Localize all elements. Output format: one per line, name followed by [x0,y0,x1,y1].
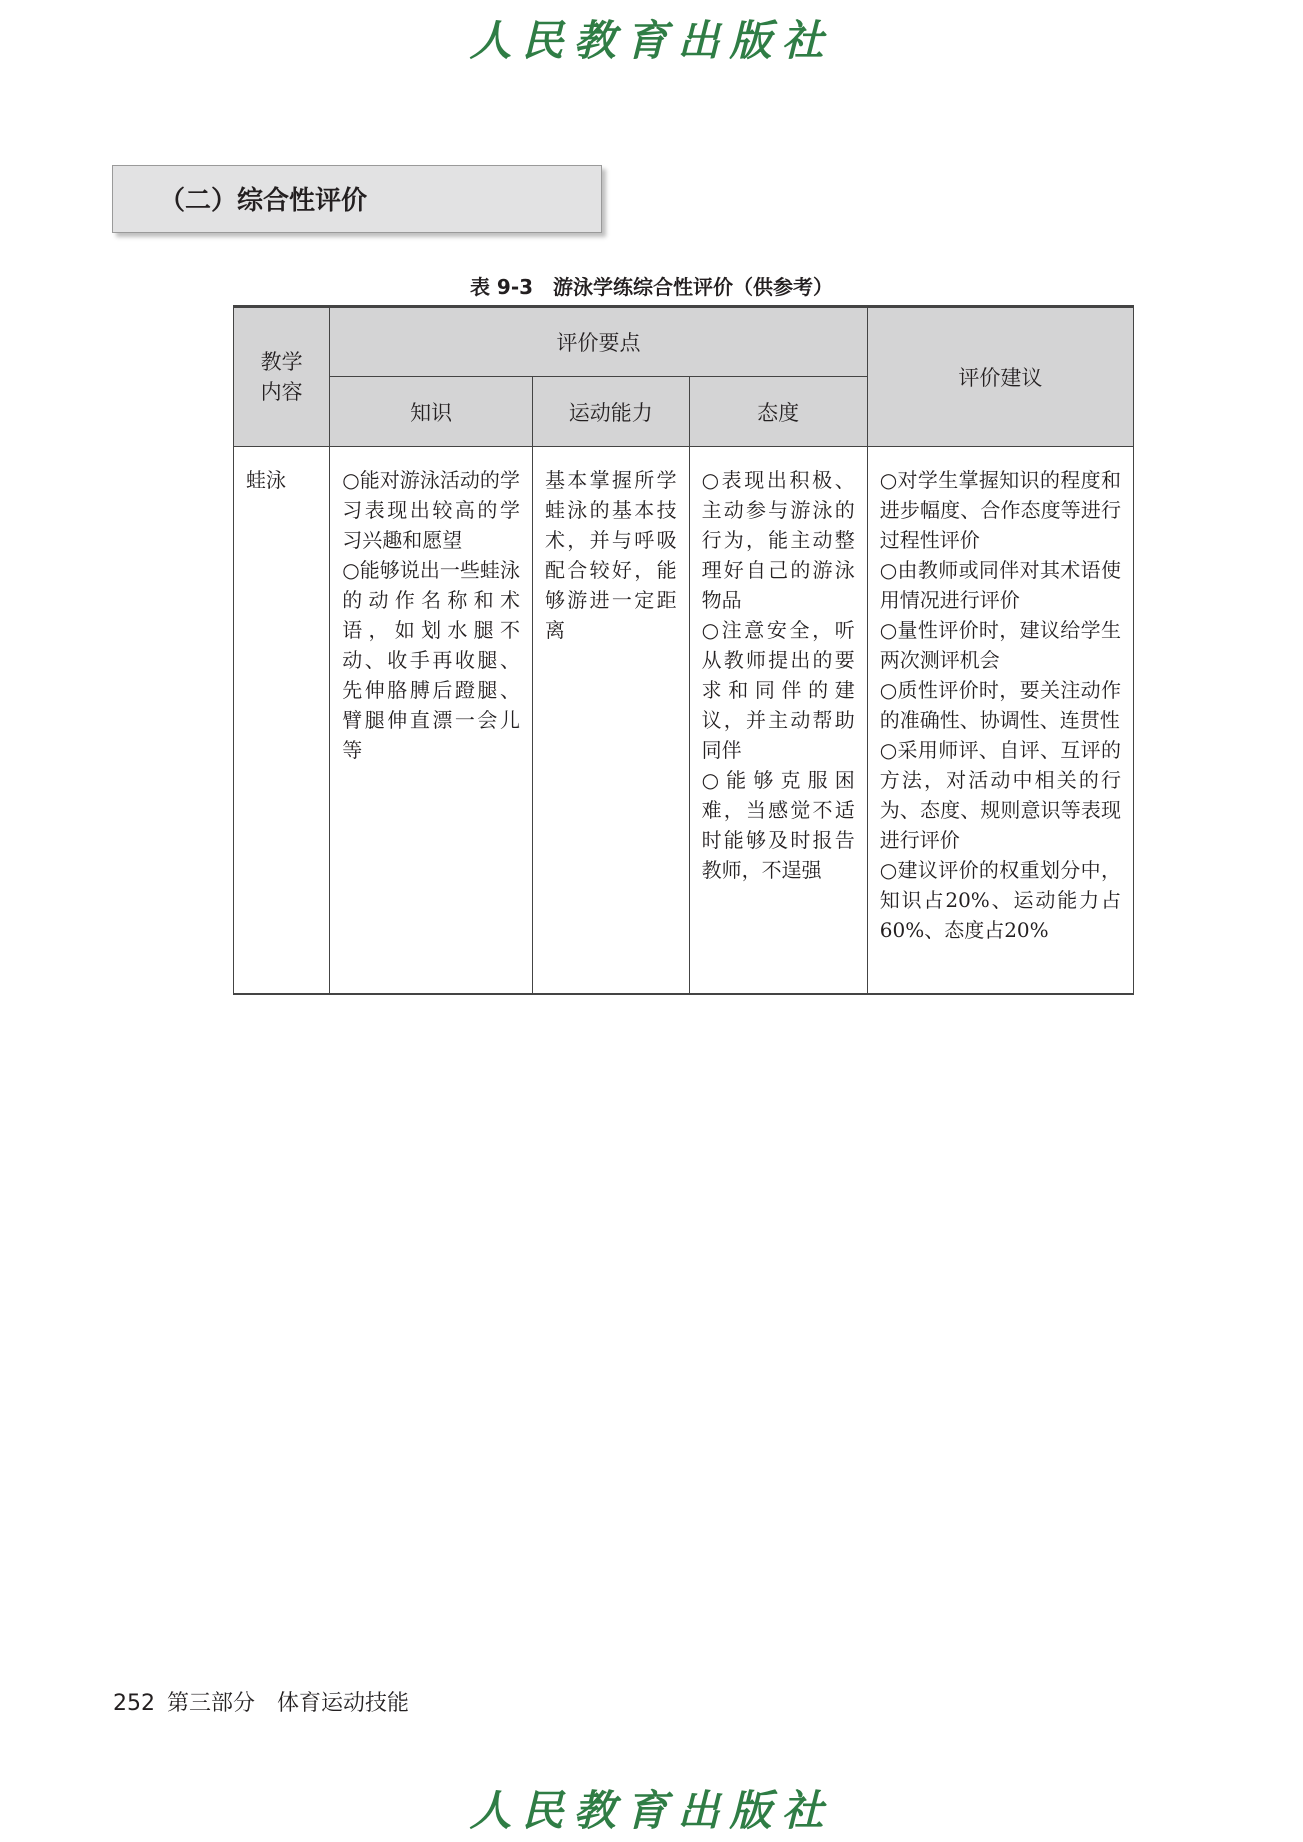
footer-chapter: 体育运动技能 [277,1691,410,1716]
knowledge-point: ○能够说出一些蛙泳的动作名称和术语，如划水腿不动、收手再收腿、先伸胳膊后蹬腿、臂腿伸直漂一会儿等 [342,558,520,762]
cell-knowledge [330,447,533,995]
table-caption: 表 9-3 游泳学练综合性评价（供参考） [469,275,834,299]
suggestion-point: ○建议评价的权重划分中，知识占20%、运动能力占60%、态度占20% [879,858,1121,942]
table-row [234,447,1134,995]
page-footer [113,1686,409,1717]
publisher-watermark-top: 人民教育出版社 [469,16,834,65]
suggestion-point: ○量性评价时，建议给学生两次测评机会 [879,618,1121,672]
cell-content: 蛙泳 [234,447,330,995]
footer-part: 第三部分 [167,1691,256,1716]
section-heading: （二）综合性评价 [159,186,368,216]
suggestion-point: ○质性评价时，要关注动作的准确性、协调性、连贯性 [879,678,1121,732]
header-knowledge: 知识 [330,377,533,447]
header-key-points: 评价要点 [330,307,868,377]
page-number: 252 [113,1691,155,1716]
motor-ability-point: 基本掌握所学蛙泳的基本技术，并与呼吸配合较好，能够游进一定距离 [544,468,677,642]
section-heading-box [112,165,602,233]
header-teaching-content: 教学内容 [234,307,330,447]
cell-motor-ability [532,447,689,995]
suggestion-point: ○采用师评、自评、互评的方法，对活动中相关的行为、态度、规则意识等表现进行评价 [879,738,1121,852]
cell-attitude [689,447,867,995]
publisher-watermark-bottom: 人民教育出版社 [469,1786,834,1835]
cell-suggestion [867,447,1133,995]
header-attitude: 态度 [689,377,867,447]
suggestion-point: ○对学生掌握知识的程度和进步幅度、合作态度等进行过程性评价 [879,468,1121,552]
evaluation-table [233,305,1134,995]
suggestion-point: ○由教师或同伴对其术语使用情况进行评价 [879,558,1121,612]
attitude-point: ○注意安全，听从教师提出的要求和同伴的建议，并主动帮助同伴 [701,618,855,762]
header-suggestion: 评价建议 [867,307,1133,447]
header-motor-ability: 运动能力 [532,377,689,447]
attitude-point: ○表现出积极、主动参与游泳的行为，能主动整理好自己的游泳物品 [701,468,855,612]
attitude-point: ○能够克服困难，当感觉不适时能够及时报告教师，不逞强 [701,768,855,882]
knowledge-point: ○能对游泳活动的学习表现出较高的学习兴趣和愿望 [342,468,520,552]
